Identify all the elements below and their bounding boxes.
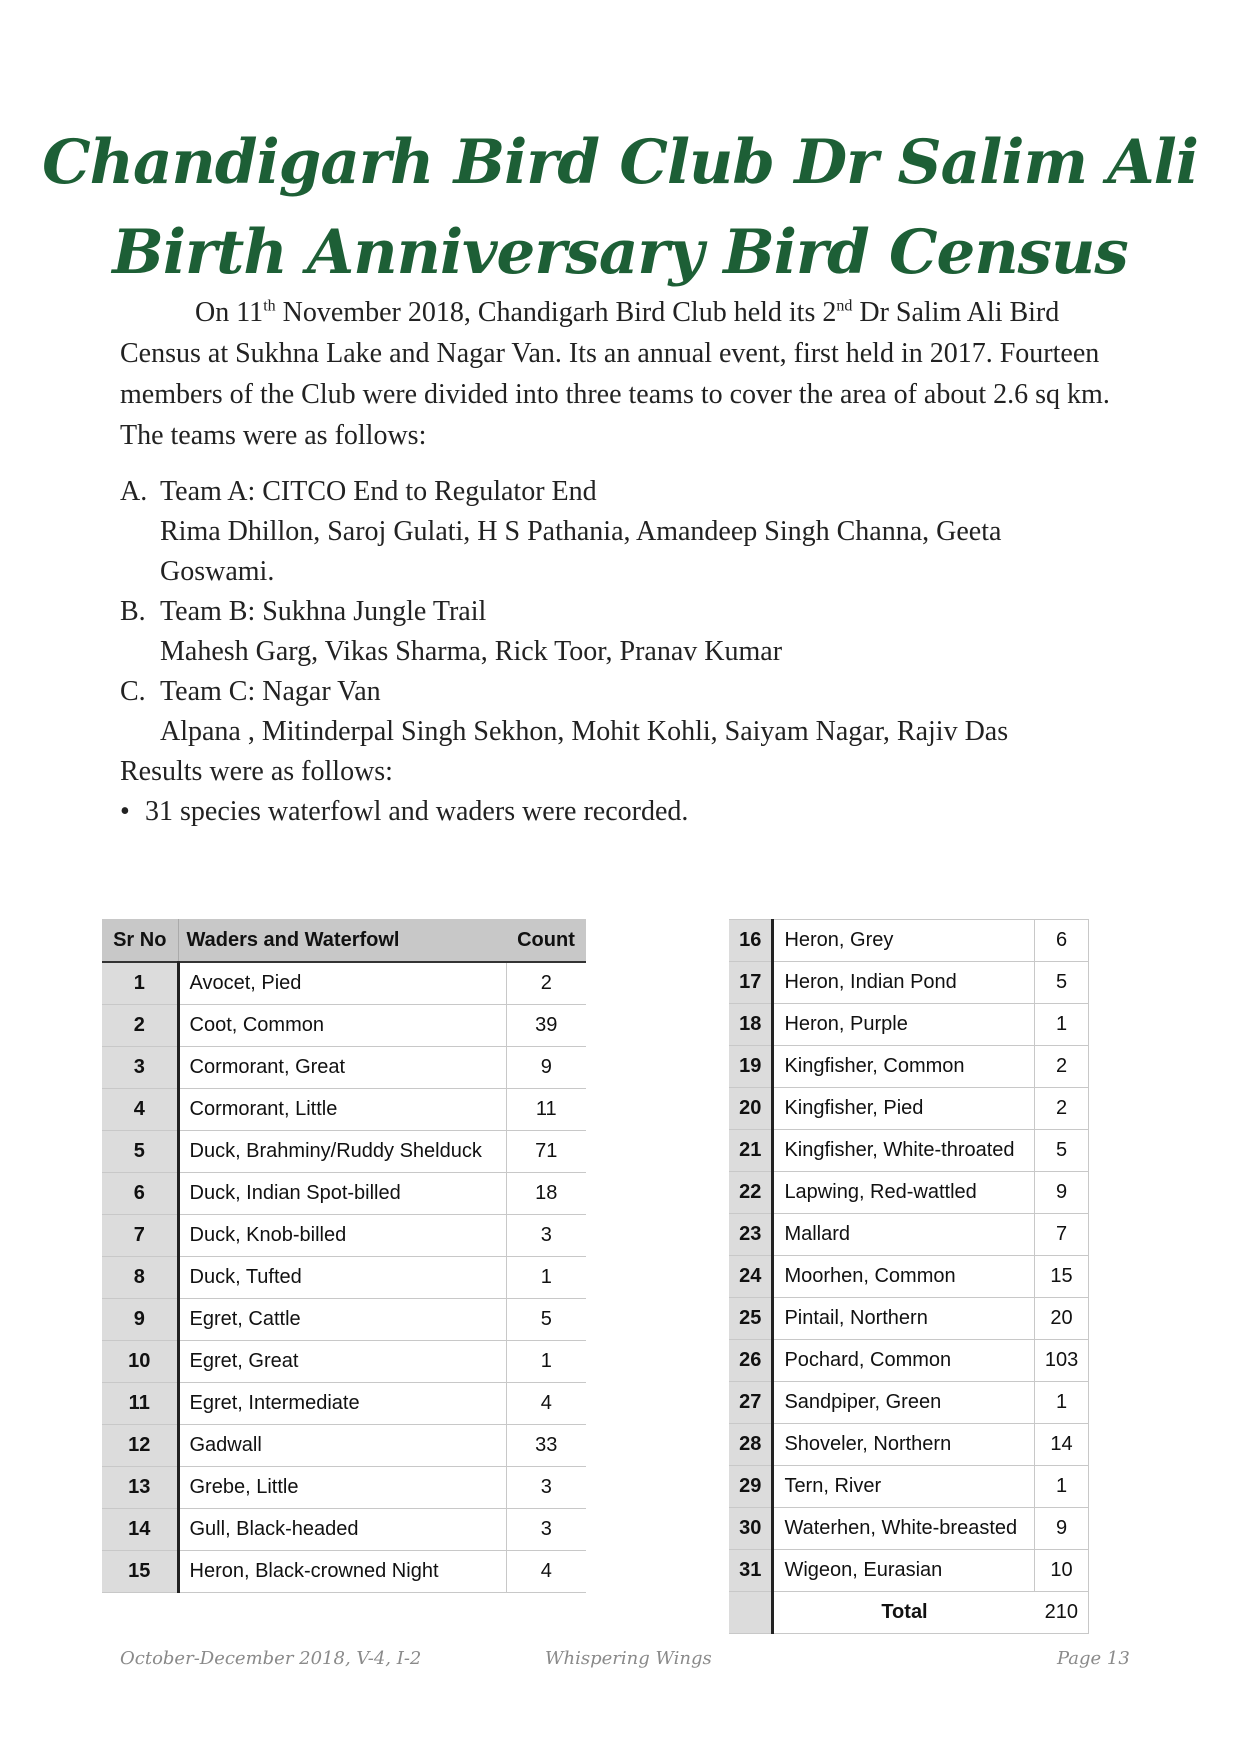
count-cell: 5 [1035,962,1089,1004]
team-letter: A. [120,476,148,507]
count-cell: 39 [506,1005,586,1047]
table-row [729,920,1089,962]
sr-no-cell: 31 [729,1550,773,1592]
count-cell: 9 [1035,1508,1089,1550]
species-table-right [729,919,1089,1634]
table-row [102,1215,586,1257]
species-cell: Cormorant, Little [178,1089,506,1131]
sr-no-cell: 21 [729,1130,773,1172]
sr-no-cell: 28 [729,1424,773,1466]
table-row [102,1509,586,1551]
species-cell: Heron, Black-crowned Night [178,1551,506,1593]
sr-no-cell: 8 [102,1257,178,1299]
species-cell: Gadwall [178,1425,506,1467]
count-cell: 6 [1035,920,1089,962]
sr-no-cell: 16 [729,920,773,962]
results-heading: Results were as follows: [120,756,393,787]
table-row [102,1005,586,1047]
table-row [729,1004,1089,1046]
bullet-icon: • [120,796,130,827]
sr-no-cell: 9 [102,1299,178,1341]
team-name: Team B: Sukhna Jungle Trail [160,596,487,627]
team-members: Rima Dhillon, Saroj Gulati, H S Pathania, Amandeep Singh Channa, Geeta Goswami. [160,516,1002,587]
sr-no-cell: 13 [102,1467,178,1509]
count-cell: 3 [506,1215,586,1257]
team-list [120,472,1120,752]
count-cell: 103 [1035,1340,1089,1382]
sr-no-cell: 22 [729,1172,773,1214]
table-row [102,1131,586,1173]
table-row [102,1173,586,1215]
species-cell: Sandpiper, Green [773,1382,1035,1424]
intro-sup-1: th [263,297,276,315]
count-cell: 3 [506,1509,586,1551]
table-row [729,1550,1089,1592]
sr-no-cell: 1 [102,962,178,1005]
sr-no-cell: 30 [729,1508,773,1550]
sr-no-cell: 5 [102,1131,178,1173]
table-row [729,962,1089,1004]
table-row [102,962,586,1005]
sr-no-cell: 24 [729,1256,773,1298]
team-name: Team A: CITCO End to Regulator End [160,476,597,507]
team-item [120,592,1120,672]
table-row [102,1257,586,1299]
count-cell: 3 [506,1467,586,1509]
sr-no-cell: 27 [729,1382,773,1424]
sr-no-cell: 23 [729,1214,773,1256]
header-species: Waders and Waterfowl [178,920,506,963]
table-row [729,1382,1089,1424]
species-cell: Lapwing, Red-wattled [773,1172,1035,1214]
team-item [120,472,1120,592]
intro-text-3: Dr Salim Ali Bird Census at Sukhna Lake and Nagar Van. Its an annual event, first held in 2017. Fourteen members of the Club were divided into three teams to cover the area of about 2.6 sq km. The teams were as follows: [120,297,1110,451]
species-cell: Wigeon, Eurasian [773,1550,1035,1592]
count-cell: 1 [506,1257,586,1299]
table-row [729,1256,1089,1298]
species-cell: Kingfisher, Common [773,1046,1035,1088]
species-cell: Moorhen, Common [773,1256,1035,1298]
species-cell: Egret, Intermediate [178,1383,506,1425]
count-cell: 2 [1035,1046,1089,1088]
bullet-text: 31 species waterfowl and waders were recorded. [145,796,689,827]
footer-issue: October-December 2018, V-4, I-2 [120,1648,422,1669]
count-cell: 1 [1035,1382,1089,1424]
table-row [102,1467,586,1509]
species-cell: Mallard [773,1214,1035,1256]
header-count: Count [506,920,586,963]
footer-publication: Whispering Wings [545,1648,712,1669]
sr-no-cell: 3 [102,1047,178,1089]
count-cell: 9 [1035,1172,1089,1214]
table-row [102,1341,586,1383]
sr-no-cell: 25 [729,1298,773,1340]
species-cell: Tern, River [773,1466,1035,1508]
table-row [729,1214,1089,1256]
team-item [120,672,1120,752]
species-cell: Avocet, Pied [178,962,506,1005]
sr-no-cell: 6 [102,1173,178,1215]
sr-no-cell: 10 [102,1341,178,1383]
sr-no-cell: 11 [102,1383,178,1425]
table-row [729,1088,1089,1130]
count-cell: 71 [506,1131,586,1173]
intro-text-2: November 2018, Chandigarh Bird Club held its 2 [275,297,837,328]
sr-no-cell: 26 [729,1340,773,1382]
count-cell: 4 [506,1383,586,1425]
title-line-2: Birth Anniversary Bird Census [112,217,1128,288]
sr-no-cell: 4 [102,1089,178,1131]
count-cell: 4 [506,1551,586,1593]
sr-no-cell: 2 [102,1005,178,1047]
sr-no-cell: 19 [729,1046,773,1088]
species-cell: Kingfisher, White-throated [773,1130,1035,1172]
intro-text-1: On 11 [195,297,264,328]
count-cell: 5 [1035,1130,1089,1172]
sr-no-cell: 14 [102,1509,178,1551]
intro-paragraph [120,292,1120,456]
sr-no-cell: 20 [729,1088,773,1130]
species-cell: Gull, Black-headed [178,1509,506,1551]
footer-page-number: Page 13 [1057,1648,1130,1669]
species-cell: Heron, Purple [773,1004,1035,1046]
table-row [729,1046,1089,1088]
title-line-1: Chandigarh Bird Club Dr Salim Ali [42,127,1198,198]
table-row [102,1047,586,1089]
species-cell: Egret, Cattle [178,1299,506,1341]
sr-no-cell: 15 [102,1551,178,1593]
species-cell: Coot, Common [178,1005,506,1047]
species-cell: Waterhen, White-breasted [773,1508,1035,1550]
count-cell: 5 [506,1299,586,1341]
table-row [102,1089,586,1131]
team-letter: C. [120,676,146,707]
count-cell: 2 [1035,1088,1089,1130]
header-sr-no: Sr No [102,920,178,963]
count-cell: 20 [1035,1298,1089,1340]
team-members: Mahesh Garg, Vikas Sharma, Rick Toor, Pranav Kumar [160,636,783,667]
table-row [729,1298,1089,1340]
count-cell: 11 [506,1089,586,1131]
sr-no-cell: 29 [729,1466,773,1508]
table-row [729,1130,1089,1172]
species-cell: Heron, Grey [773,920,1035,962]
total-row [729,1592,1089,1634]
table-row [729,1508,1089,1550]
count-cell: 1 [506,1341,586,1383]
table-row [729,1466,1089,1508]
table-row [102,1383,586,1425]
total-blank-cell [729,1592,773,1634]
sr-no-cell: 17 [729,962,773,1004]
total-value: 210 [1035,1592,1089,1634]
species-cell: Duck, Tufted [178,1257,506,1299]
species-cell: Egret, Great [178,1341,506,1383]
table-row [729,1172,1089,1214]
species-cell: Shoveler, Northern [773,1424,1035,1466]
species-table-left [102,919,586,1593]
table-row [102,1299,586,1341]
count-cell: 33 [506,1425,586,1467]
team-name: Team C: Nagar Van [160,676,381,707]
results-bullet [120,792,688,832]
count-cell: 14 [1035,1424,1089,1466]
species-cell: Grebe, Little [178,1467,506,1509]
species-cell: Pintail, Northern [773,1298,1035,1340]
total-label: Total [773,1592,1035,1634]
count-cell: 2 [506,962,586,1005]
sr-no-cell: 7 [102,1215,178,1257]
count-cell: 1 [1035,1466,1089,1508]
species-cell: Cormorant, Great [178,1047,506,1089]
table-header-row [102,920,586,963]
species-cell: Duck, Indian Spot-billed [178,1173,506,1215]
table-row [102,1425,586,1467]
table-row [729,1340,1089,1382]
count-cell: 7 [1035,1214,1089,1256]
count-cell: 10 [1035,1550,1089,1592]
species-cell: Kingfisher, Pied [773,1088,1035,1130]
team-members: Alpana , Mitinderpal Singh Sekhon, Mohit Kohli, Saiyam Nagar, Rajiv Das [160,716,1009,747]
count-cell: 1 [1035,1004,1089,1046]
species-cell: Pochard, Common [773,1340,1035,1382]
sr-no-cell: 12 [102,1425,178,1467]
table-row [729,1424,1089,1466]
sr-no-cell: 18 [729,1004,773,1046]
table-row [102,1551,586,1593]
count-cell: 15 [1035,1256,1089,1298]
species-cell: Heron, Indian Pond [773,962,1035,1004]
count-cell: 9 [506,1047,586,1089]
page-title [0,118,1240,298]
species-cell: Duck, Knob-billed [178,1215,506,1257]
species-cell: Duck, Brahminy/Ruddy Shelduck [178,1131,506,1173]
team-letter: B. [120,596,146,627]
count-cell: 18 [506,1173,586,1215]
intro-sup-2: nd [836,297,853,315]
